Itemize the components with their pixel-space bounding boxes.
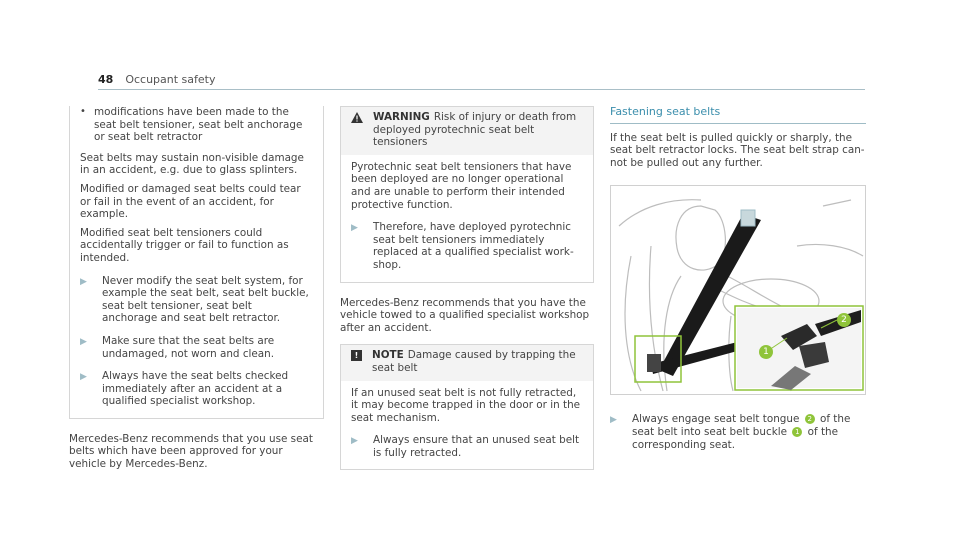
note-body bbox=[341, 381, 593, 470]
warning-title: Risk of injury or death from deployed pyrotechnic seat belt tensioners bbox=[373, 111, 577, 149]
instruction-step bbox=[351, 434, 583, 459]
list-item bbox=[80, 106, 309, 144]
step-text: Never modify the seat belt system, for example the seat belt, seat belt buckle, seat belt tensioner, seat belt anchorage and seat belt retractor. bbox=[102, 274, 309, 325]
instruction-step bbox=[80, 370, 309, 408]
bullet-text: modifications have been made to the seat belt tensioner, seat belt anchorage or seat belt retractor bbox=[94, 106, 303, 144]
exclamation-icon: ! bbox=[351, 350, 362, 361]
play-arrow-icon: ▶ bbox=[351, 223, 358, 234]
closing-paragraph: Mercedes-Benz recommends that you use seat belts which have been approved for your vehicle by Mercedes-Benz. bbox=[69, 432, 313, 471]
instruction-step bbox=[80, 275, 309, 325]
header-rule bbox=[98, 89, 865, 90]
instruction-step bbox=[610, 413, 866, 451]
play-arrow-icon: ▶ bbox=[80, 276, 87, 287]
paragraph: Pyrotechnic seat belt tensioners that have been deployed are no longer operational and are unable to perform their intended protective function. bbox=[351, 160, 572, 211]
column-3 bbox=[610, 106, 866, 451]
paragraph: Seat belts may sustain non-visible damage in an accident, e.g. due to glass splinters. bbox=[80, 151, 304, 177]
play-arrow-icon: ▶ bbox=[80, 336, 87, 347]
column-2 bbox=[340, 106, 594, 470]
note-title: Damage caused by trapping the seat belt bbox=[372, 349, 576, 374]
warning-triangle-icon bbox=[351, 112, 363, 123]
callout-2-badge: 2 bbox=[837, 313, 851, 327]
note-box bbox=[340, 344, 594, 470]
play-arrow-icon: ▶ bbox=[351, 436, 358, 447]
step-text: Always ensure that an unused seat belt is fully retracted. bbox=[373, 434, 580, 459]
step-text bbox=[632, 413, 866, 451]
step-text: Therefore, have deployed pyrotechnic seat belt tensioners immediately replaced at a qualified specialist workshop. bbox=[373, 221, 574, 271]
callout-2-inline: 2 bbox=[805, 414, 815, 424]
warning-continuation-box bbox=[69, 106, 324, 419]
instruction-step bbox=[80, 335, 309, 360]
page-header bbox=[98, 73, 215, 86]
warning-box bbox=[340, 106, 594, 283]
step-text-part: Always engage seat belt tongue bbox=[632, 413, 800, 426]
play-arrow-icon: ▶ bbox=[80, 372, 87, 383]
callout-1-badge: 1 bbox=[759, 345, 773, 359]
section-heading: Fastening seat belts bbox=[610, 106, 866, 124]
paragraph: Modified seat belt tensioners could accidentally trigger or fail to function as intended. bbox=[80, 226, 289, 264]
step-text-part: of the seat belt into seat belt buckle bbox=[632, 413, 851, 438]
note-label: NOTE bbox=[372, 349, 404, 362]
step-text-part: of the corresponding seat. bbox=[632, 425, 839, 451]
page-number: 48 bbox=[98, 73, 114, 86]
bullet-dot-icon: • bbox=[80, 106, 86, 117]
warning-header bbox=[341, 107, 593, 155]
paragraph: Mercedes-Benz recommends that you have the vehicle towed to a qualified specialist workshop after an accident. bbox=[340, 296, 590, 334]
callout-1-inline: 1 bbox=[792, 427, 802, 437]
warning-label: WARNING bbox=[373, 111, 430, 123]
instruction-step bbox=[351, 221, 583, 271]
step-text: Always have the seat belts checked immediately after an accident at a qualified specialist workshop. bbox=[102, 370, 289, 408]
paragraph: Modified or damaged seat belts could tear or fail in the event of an accident, for example. bbox=[80, 182, 301, 221]
warning-body bbox=[341, 155, 593, 282]
paragraph: If an unused seat belt is not fully retracted, it may become trapped in the door or in the seat mechanism. bbox=[351, 386, 581, 424]
section-title: Occupant safety bbox=[125, 73, 216, 86]
column-1 bbox=[69, 106, 324, 471]
play-arrow-icon: ▶ bbox=[610, 415, 617, 426]
seat-belt-illustration bbox=[610, 185, 866, 395]
note-header bbox=[341, 345, 593, 380]
step-text: Make sure that the seat belts are undamaged, not worn and clean. bbox=[102, 334, 275, 360]
seat-belt-drawing bbox=[611, 186, 866, 395]
intro-paragraph: If the seat belt is pulled quickly or sharply, the seat belt retractor locks. The seat belt strap cannot be pulled out any further. bbox=[610, 131, 865, 169]
